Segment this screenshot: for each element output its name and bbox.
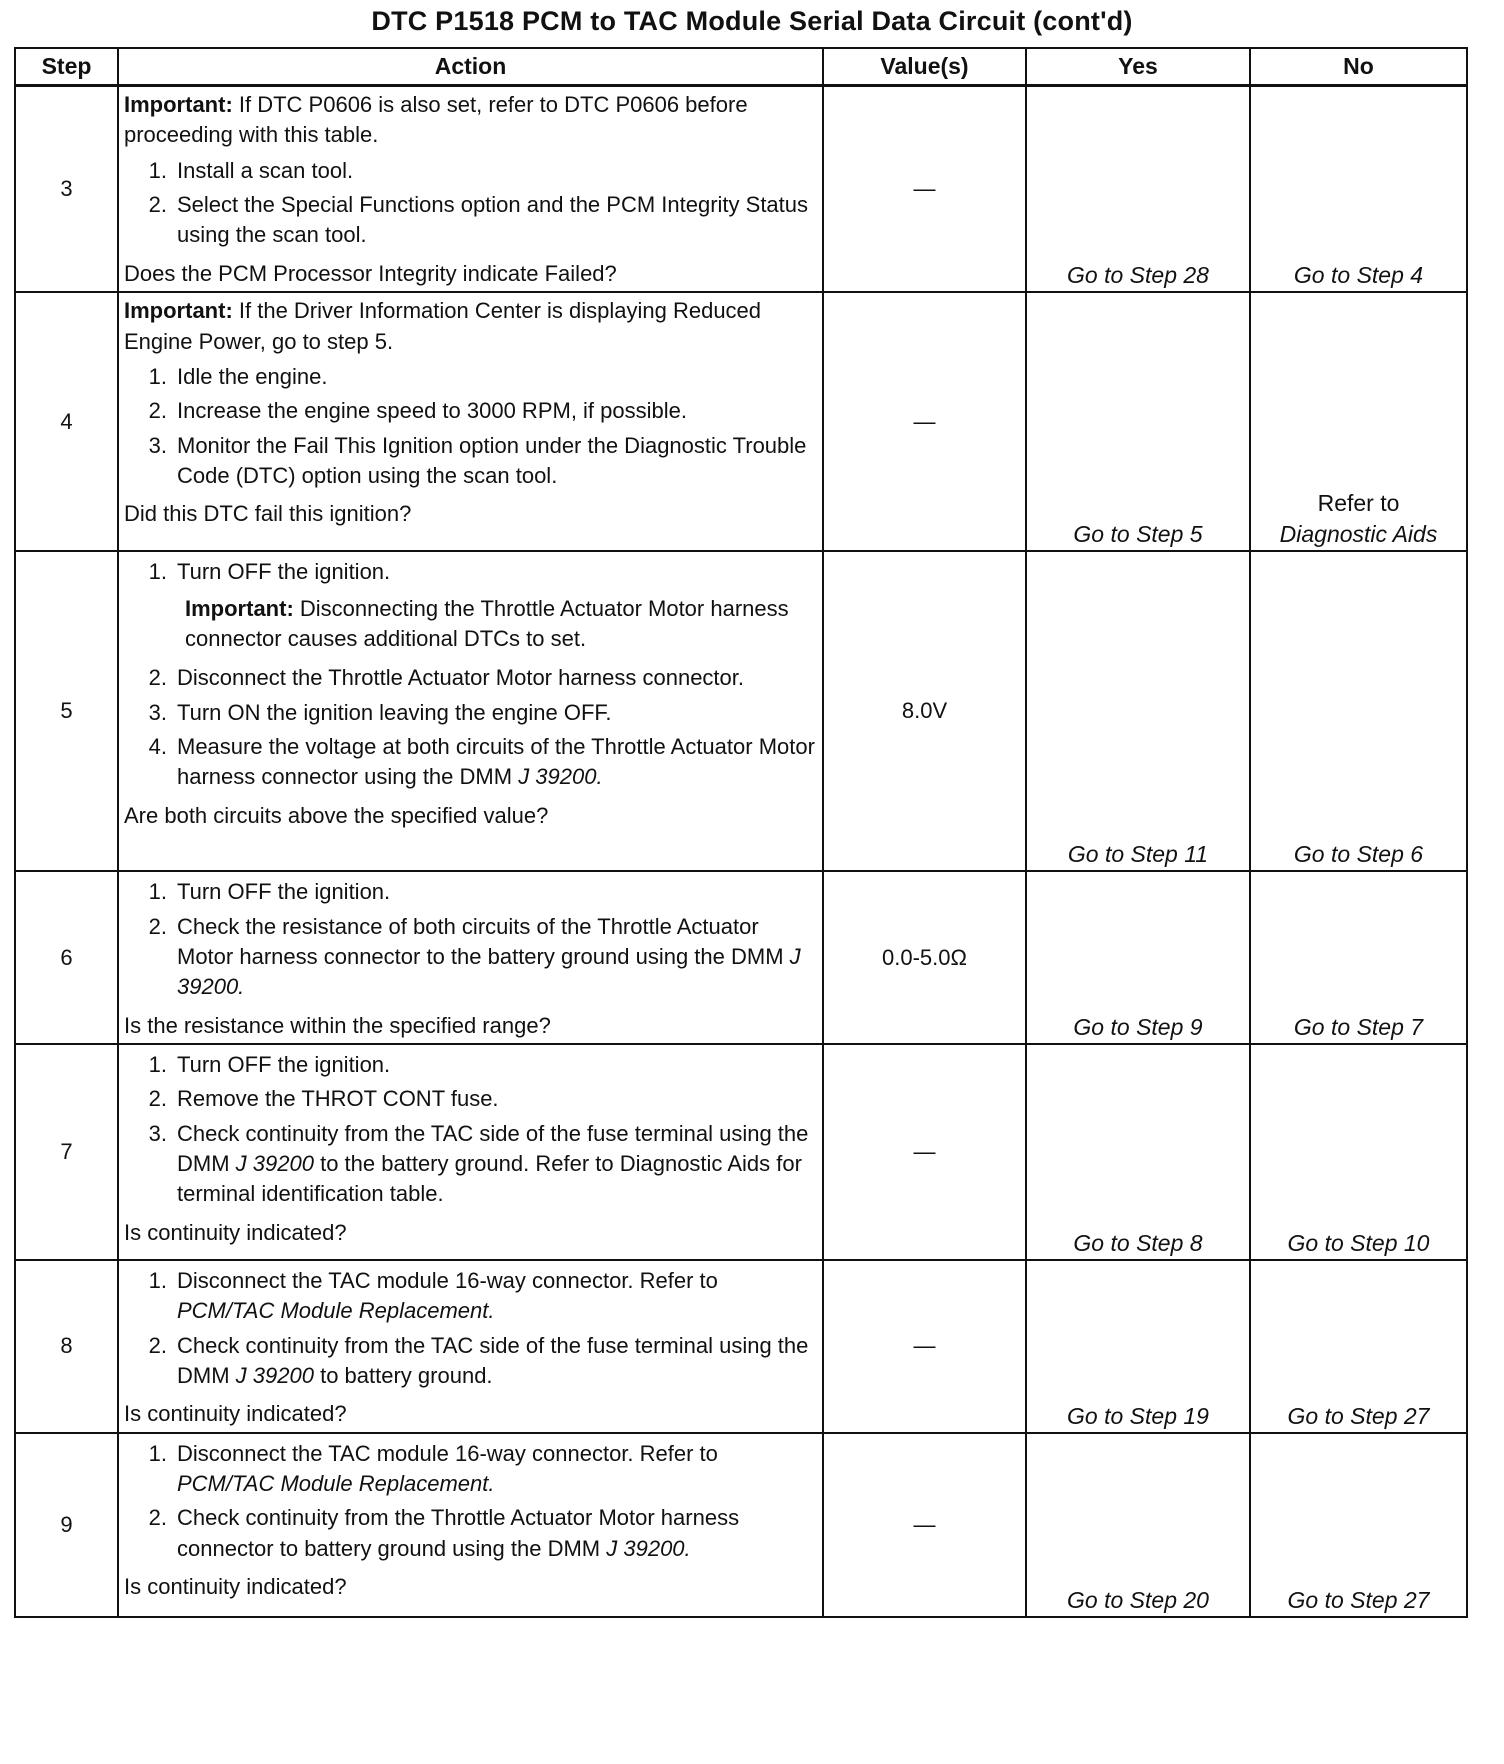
tool-ref: J 39200. xyxy=(606,1535,691,1561)
question: Is continuity indicated? xyxy=(124,1401,347,1427)
header-action: Action xyxy=(118,48,823,86)
important-note: Important: If DTC P0606 is also set, refer to DTC P0606 before proceeding with this table. xyxy=(124,92,748,148)
list-item: 2. Check continuity from the Throttle Actuator Motor harness connector to battery ground using the DMM J 39200. xyxy=(148,1505,740,1561)
action-cell xyxy=(118,1260,823,1433)
list-item: 4. Measure the voltage at both circuits of the Throttle Actuator Motor harness connector using the DMM J 39200. xyxy=(148,733,815,790)
question: Is continuity indicated? xyxy=(124,1574,347,1600)
value-cell: — xyxy=(823,1260,1026,1433)
value-cell: — xyxy=(823,292,1026,551)
table-row xyxy=(15,551,1467,871)
header-values: Value(s) xyxy=(823,48,1026,86)
question: Did this DTC fail this ignition? xyxy=(124,501,412,527)
no-cell: Go to Step 6 xyxy=(1250,551,1467,871)
yes-cell: Go to Step 20 xyxy=(1026,1433,1250,1617)
action-cell xyxy=(118,86,823,293)
list-item: 3. Monitor the Fail This Ignition option under the Diagnostic Trouble Code (DTC) option using the scan tool. xyxy=(148,432,807,488)
step-number: 8 xyxy=(15,1260,118,1433)
no-cell-line2: Diagnostic Aids xyxy=(1279,521,1438,548)
step-number: 3 xyxy=(15,86,118,293)
tool-ref: J 39200. xyxy=(177,943,801,1000)
header-step: Step xyxy=(15,48,118,86)
action-cell xyxy=(118,292,823,551)
list-item: 1. Turn OFF the ignition. xyxy=(148,1051,391,1077)
list-item: 2. Check continuity from the TAC side of the fuse terminal using the DMM J 39200 to battery ground. xyxy=(148,1332,809,1389)
table-row xyxy=(15,871,1467,1044)
table-row xyxy=(15,1433,1467,1617)
diagnostic-table xyxy=(14,47,1468,1618)
action-cell xyxy=(118,1433,823,1617)
step-number: 4 xyxy=(15,292,118,551)
list-item: 1. Disconnect the TAC module 16-way connector. Refer to PCM/TAC Module Replacement. xyxy=(148,1440,718,1497)
no-cell: Go to Step 27 xyxy=(1250,1260,1467,1433)
question: Is the resistance within the specified range? xyxy=(124,1012,551,1038)
yes-cell: Go to Step 9 xyxy=(1026,871,1250,1044)
page-title: DTC P1518 PCM to TAC Module Serial Data Circuit (cont'd) xyxy=(371,6,1133,36)
list-item: 3. Check continuity from the TAC side of the fuse terminal using the DMM J 39200 to the battery ground. Refer to Diagnostic Aids for terminal identification table. xyxy=(148,1120,809,1207)
table-row xyxy=(15,1044,1467,1260)
question: Is continuity indicated? xyxy=(124,1219,347,1245)
list-item: 1. Turn OFF the ignition. xyxy=(148,879,391,905)
list-item: 1. Install a scan tool. xyxy=(148,157,354,183)
value-cell: — xyxy=(823,1044,1026,1260)
header-row xyxy=(15,48,1467,86)
header-yes: Yes xyxy=(1026,48,1250,86)
list-item: 2. Disconnect the Throttle Actuator Motor harness connector. xyxy=(148,665,745,691)
table-row xyxy=(15,292,1467,551)
tool-ref: J 39200. xyxy=(518,764,603,790)
list-item: 2. Select the Special Functions option and the PCM Integrity Status using the scan tool. xyxy=(148,192,809,248)
action-cell xyxy=(118,871,823,1044)
step-number: 7 xyxy=(15,1044,118,1260)
list-item: 1. Idle the engine. xyxy=(148,363,328,389)
value-cell: 8.0V xyxy=(823,551,1026,871)
table-row xyxy=(15,1260,1467,1433)
step-number: 9 xyxy=(15,1433,118,1617)
no-cell: Go to Step 27 xyxy=(1250,1433,1467,1617)
yes-cell: Go to Step 28 xyxy=(1026,86,1250,293)
question: Does the PCM Processor Integrity indicate Failed? xyxy=(124,260,617,286)
reference-link: PCM/TAC Module Replacement. xyxy=(177,1298,495,1324)
action-cell xyxy=(118,551,823,871)
yes-cell: Go to Step 19 xyxy=(1026,1260,1250,1433)
yes-cell: Go to Step 11 xyxy=(1026,551,1250,871)
step-number: 6 xyxy=(15,871,118,1044)
yes-cell: Go to Step 5 xyxy=(1026,292,1250,551)
list-item: 2. Increase the engine speed to 3000 RPM, if possible. xyxy=(148,398,687,424)
no-cell: Go to Step 10 xyxy=(1250,1044,1467,1260)
reference-link: PCM/TAC Module Replacement. xyxy=(177,1471,495,1497)
no-cell-line1: Refer to xyxy=(1317,490,1400,517)
value-cell: 0.0-5.0Ω xyxy=(823,871,1026,1044)
action-cell xyxy=(118,1044,823,1260)
value-cell: — xyxy=(823,1433,1026,1617)
important-note: Important: If the Driver Information Center is displaying Reduced Engine Power, go to step 5. xyxy=(124,298,762,354)
list-item: 3. Turn ON the ignition leaving the engine OFF. xyxy=(148,699,612,725)
no-cell xyxy=(1250,292,1467,551)
list-item: 2. Remove the THROT CONT fuse. xyxy=(148,1086,499,1112)
no-cell: Go to Step 4 xyxy=(1250,86,1467,293)
yes-cell: Go to Step 8 xyxy=(1026,1044,1250,1260)
question: Are both circuits above the specified value? xyxy=(124,802,549,828)
tool-ref: J 39200 xyxy=(235,1363,314,1389)
value-cell: — xyxy=(823,86,1026,293)
tool-ref: J 39200 xyxy=(235,1151,314,1177)
important-note: Important: Disconnecting the Throttle Actuator Motor harness connector causes additional DTCs to set. xyxy=(185,595,789,651)
list-item: 1. Disconnect the TAC module 16-way connector. Refer to PCM/TAC Module Replacement. xyxy=(148,1267,718,1324)
no-cell: Go to Step 7 xyxy=(1250,871,1467,1044)
table-row xyxy=(15,86,1467,293)
list-item: 1. Turn OFF the ignition. xyxy=(148,559,391,585)
step-number: 5 xyxy=(15,551,118,871)
list-item: 2. Check the resistance of both circuits of the Throttle Actuator Motor harness connector to the battery ground using the DMM J 39200. xyxy=(148,913,801,1000)
header-no: No xyxy=(1250,48,1467,86)
